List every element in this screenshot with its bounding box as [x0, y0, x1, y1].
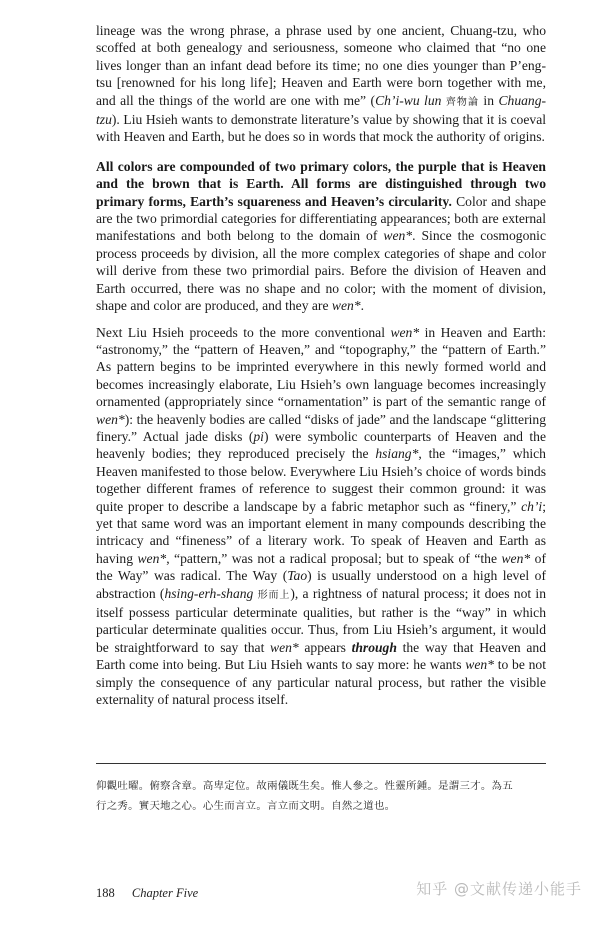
text-run: to be not simply the consequence of any particular natural process, but rather the visible externality of natural process itself.	[96, 657, 546, 708]
text-run: in	[479, 92, 499, 108]
text-run: in Heaven and Earth: “astronomy,” the “pattern of Heaven,” and “topography,” the “pattern of Earth.” As pattern begins to be imprinted everywhere in this newly formed world and becomes increasingly elaborate, Liu Hsieh’s own language becomes increasingly ornamented (appropriately since “ornamentation” is part of the semantic range of	[96, 324, 546, 410]
text-run: ): the heavenly bodies are called “disks of jade” and the landscape “glittering finery.” Actual jade disks (	[96, 411, 546, 444]
paragraph-3	[96, 324, 546, 709]
term-pi: pi	[253, 428, 264, 444]
text-run: Color and shape are the two primordial categories for differentiating appearances; both are external manifestations and both belong to the domain of	[96, 193, 546, 244]
term-wen: wen*	[390, 324, 420, 340]
term-wen: wen*	[270, 639, 299, 655]
footnote-divider	[96, 763, 546, 764]
term-hsiang: hsiang*	[375, 446, 419, 462]
cjk-term: 形而上	[257, 589, 291, 601]
text-run: lineage was the wrong phrase, a phrase used by one ancient, Chuang-tzu, who scoffed at both genealogy and seriousness, someone who claimed that “no one lives longer than an infant dead before its time; no one dies younger than P’eng-tsu [renowned for his long life]; Heaven and Earth were born together with me, and all the things of the world are one with me” (	[96, 23, 546, 108]
text-run: , “pattern,” was not a radical proposal; but to speak of “the	[166, 550, 502, 566]
text-run: ) were symbolic counterparts of Heaven and the heavenly bodies; they reproduced precisely the	[96, 428, 547, 462]
text-run: , the “images,” which Heaven manifested to those below. Everywhere Liu Hsieh’s choice of words binds together different frames of reference to suggest their common ground: it was quite proper to describe a landscape by a fabric metaphor such as “finery,”	[96, 446, 546, 514]
text-run: .	[360, 298, 365, 314]
term-wen: wen*	[96, 411, 125, 427]
main-text	[96, 22, 546, 708]
term-wen: wen*	[465, 657, 494, 673]
term-tao: Tao	[287, 568, 308, 584]
paragraph-1	[96, 22, 546, 146]
emphasis-through: through	[351, 639, 397, 655]
text-run: ), a rightness of natural process; it does not in itself possess particular determinate qualities, but rather is the “way” in which particular determinate qualities occur. Thus, from Liu Hsieh’s argument, it would be straightforward to say that	[96, 585, 547, 655]
text-run: Next Liu Hsieh proceeds to the more conventional	[96, 324, 391, 340]
term-chi: ch’i	[521, 498, 543, 514]
footnote-line-2: 行之秀。實天地之心。心生而言立。言立而文明。自然之道也。	[96, 800, 396, 812]
watermark: 知乎 @文献传递小能手	[416, 880, 582, 898]
text-run: appears	[298, 639, 352, 655]
text-run: ; yet that same word was an important element in many compounds describing the intricacy and “fineness” of a literary work. To speak of Heaven and Earth as having	[96, 498, 546, 566]
text-run: ) is usually understood on a high level of abstraction (	[96, 568, 546, 601]
bold-lead-text: All colors are compounded of two primary colors, the purple that is Heaven and the brown that is Earth. All forms are distinguished through two primary forms, Earth’s squareness and Heaven’s circularity.	[96, 158, 546, 209]
book-title: Chuang-tzu	[96, 92, 547, 128]
footnote-line-1: 仰觀吐曜。俯察含章。高卑定位。故兩儀既生矣。惟人參之。性靈所鍾。是謂三才。為五	[96, 780, 513, 792]
chapter-title: Chapter Five	[131, 886, 199, 900]
term-wen: wen*	[331, 298, 361, 314]
text-run: the way that Heaven and Earth come into being. But Liu Hsieh wants to say more: he wants	[96, 639, 546, 673]
term-chi-wu-lun: Ch’i-wu lun	[375, 92, 442, 108]
term-wen: wen*	[383, 228, 413, 244]
page-number: 188	[96, 886, 115, 900]
text-run: ). Liu Hsieh wants to demonstrate literature’s value by showing that it is coeval with Heaven and Earth, but he does so in words that mock the authority of origins.	[96, 112, 546, 145]
text-run: . Since the cosmogonic process proceeds by division, all the more complex categories of shape and color will derive from these two primordial pairs. Before the division of Heaven and Earth occurred, there was no shape and no color; with the moment of division, shape and color are produced, and they are	[96, 228, 546, 314]
term-wen: wen*	[137, 550, 167, 566]
term-wen: wen*	[501, 550, 531, 566]
page-footer	[96, 886, 198, 901]
paragraph-2	[96, 158, 546, 315]
text-run: of the Way” was radical. The Way (	[96, 550, 546, 584]
cjk-term: 齊物論	[445, 96, 479, 108]
footnote-chinese-text	[96, 776, 548, 816]
term-hsing-erh-shang: hsing-erh-shang	[164, 585, 254, 601]
